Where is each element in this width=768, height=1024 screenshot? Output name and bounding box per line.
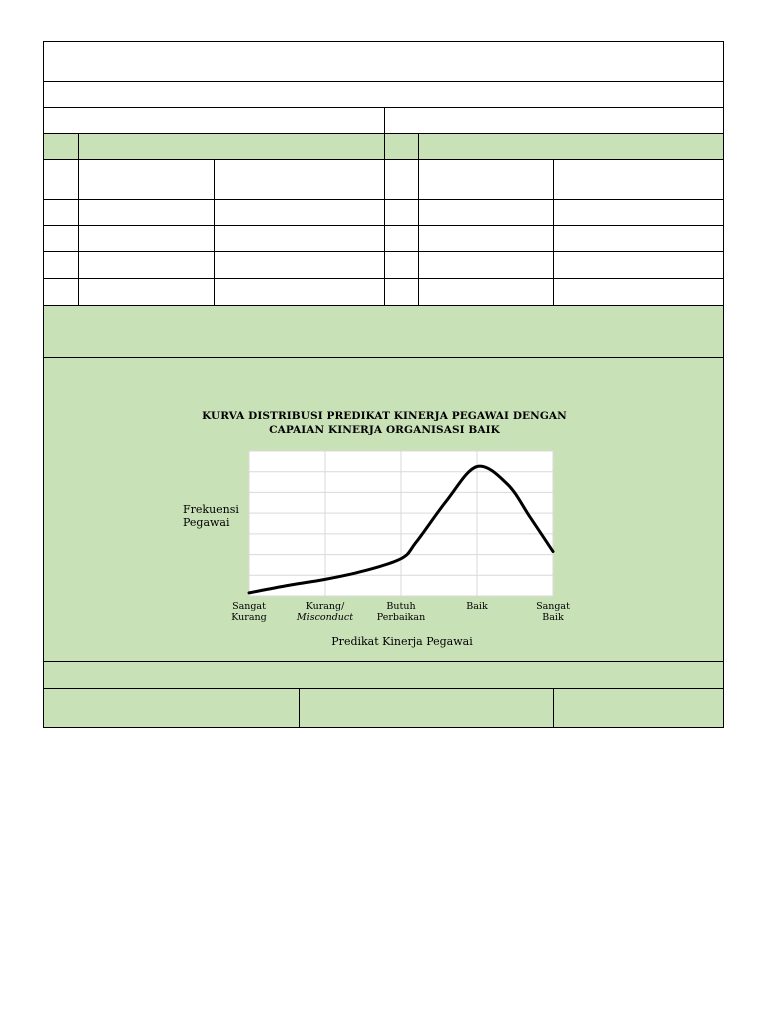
x-tick-label-line1: Sangat: [536, 601, 570, 612]
identity-cell: [418, 251, 554, 279]
x-tick-label: [361, 601, 441, 623]
footer-row: [43, 688, 724, 728]
party-left-cell: [43, 107, 385, 134]
x-tick-label: [285, 601, 365, 623]
identity-cell: [418, 199, 554, 226]
x-tick-label: [209, 601, 289, 623]
identity-cell: [214, 251, 385, 279]
identity-cell: [553, 251, 724, 279]
footer-header-row: [43, 661, 724, 689]
x-tick-label-line2: Kurang: [231, 612, 267, 623]
x-tick-label-line2: Misconduct: [296, 612, 354, 623]
identity-row: [43, 199, 724, 226]
identity-cell: [418, 278, 554, 306]
y-axis-label: [183, 503, 239, 529]
chart-row: [43, 357, 724, 662]
identity-cell: [384, 159, 419, 200]
identity-cell: [553, 159, 724, 200]
chart-title-line1: KURVA DISTRIBUSI PREDIKAT KINERJA PEGAWAI DENGAN: [202, 410, 567, 422]
form-subheader-cell: [43, 81, 724, 108]
chart-title-line2: CAPAIAN KINERJA ORGANISASI BAIK: [269, 424, 500, 436]
x-tick-label-line2: Baik: [542, 612, 564, 623]
identity-cell: [43, 159, 79, 200]
y-axis-label-line2: Pegawai: [183, 516, 230, 529]
form-header-cell: [43, 41, 724, 82]
identity-cell: [78, 225, 215, 252]
identity-cell: [384, 199, 419, 226]
identity-cell: [384, 278, 419, 306]
x-tick-label: [437, 601, 517, 612]
identity-row: [43, 159, 724, 200]
identity-cell: [214, 278, 385, 306]
footer-cell-left: [43, 688, 300, 728]
identity-row: [43, 251, 724, 279]
identity-cell: [43, 278, 79, 306]
party-right-cell: [384, 107, 724, 134]
form-subheader-row: [43, 81, 724, 108]
identity-row: [43, 225, 724, 252]
identity-cell: [418, 159, 554, 200]
x-tick-label-line1: Sangat: [232, 601, 266, 612]
x-tick-label-line1: Kurang/: [305, 601, 345, 612]
rating-header-cell: [43, 305, 724, 358]
identity-cell: [214, 159, 385, 200]
identity-no-cell-right: [384, 133, 419, 160]
identity-cell: [384, 251, 419, 279]
identity-cell: [214, 225, 385, 252]
x-tick-label-line1: Butuh: [386, 601, 416, 612]
identity-cell: [553, 225, 724, 252]
identity-cell: [418, 225, 554, 252]
form-party-row: [43, 107, 724, 134]
identity-cell: [43, 225, 79, 252]
identity-title-cell-left: [78, 133, 385, 160]
chart-cell: [43, 357, 724, 662]
identity-cell: [43, 251, 79, 279]
x-tick-label: [513, 601, 593, 623]
x-tick-label-line2: Perbaikan: [376, 612, 426, 623]
x-tick-label-line1: Baik: [466, 601, 488, 612]
identity-cell: [214, 199, 385, 226]
identity-cell: [553, 199, 724, 226]
footer-cell-middle: [299, 688, 554, 728]
footer-cell-right: [553, 688, 724, 728]
identity-cell: [78, 199, 215, 226]
footer-header-cell: [43, 661, 724, 689]
identity-row: [43, 278, 724, 306]
x-axis-label: Predikat Kinerja Pegawai: [331, 635, 473, 648]
identity-cell: [43, 199, 79, 226]
identity-cell: [78, 251, 215, 279]
identity-cell: [78, 278, 215, 306]
identity-cell: [384, 225, 419, 252]
identity-cell: [553, 278, 724, 306]
identity-title-cell-right: [418, 133, 724, 160]
identity-no-cell-left: [43, 133, 79, 160]
form-header-row: [43, 41, 724, 82]
identity-header-row: [43, 133, 724, 160]
identity-cell: [78, 159, 215, 200]
y-axis-label-line1: Frekuensi: [183, 503, 239, 516]
rating-header-row: [43, 305, 724, 358]
